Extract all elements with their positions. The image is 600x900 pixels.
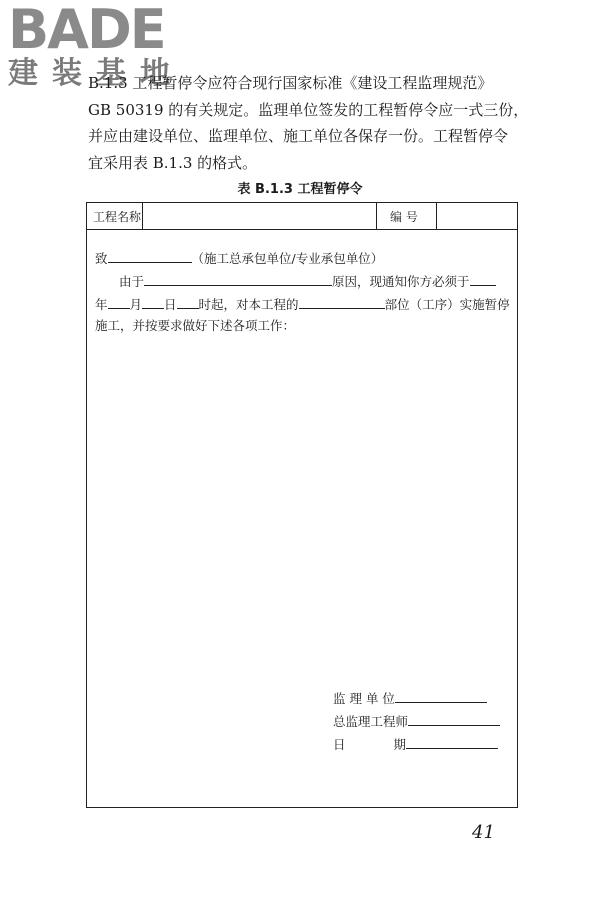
date-row xyxy=(333,736,498,752)
date-line xyxy=(95,296,510,312)
day-field[interactable] xyxy=(142,296,164,309)
reason-prefix: 由于 xyxy=(119,274,145,289)
addressee-note: （施工总承包单位/专业承包单位） xyxy=(191,251,384,266)
date-field[interactable] xyxy=(406,736,498,749)
page-number: 41 xyxy=(472,822,495,843)
addressee-line xyxy=(95,250,383,266)
year-field[interactable] xyxy=(470,273,496,286)
project-name-label: 工程名称 xyxy=(93,210,142,224)
month-field[interactable] xyxy=(108,296,130,309)
date-label-a: 日 xyxy=(333,737,346,752)
chief-engineer-row xyxy=(333,713,500,729)
to-prefix: 致 xyxy=(95,251,108,266)
intro-paragraph xyxy=(88,70,528,176)
reason-line xyxy=(119,273,496,289)
paragraph-line: 宜采用表 B.1.3 的格式。 xyxy=(88,153,258,172)
divider xyxy=(436,203,437,229)
chief-engineer-field[interactable] xyxy=(408,713,500,726)
supervision-unit-field[interactable] xyxy=(395,690,487,703)
work-suspension-form xyxy=(86,202,518,808)
header-divider xyxy=(87,229,517,230)
paragraph-line: 并应由建设单位、监理单位、施工单位各保存一份。工程暂停令 xyxy=(88,127,509,145)
reason-field[interactable] xyxy=(144,273,332,286)
instructions-line: 施工，并按要求做好下述各项工作： xyxy=(95,318,296,333)
date-label-b: 期 xyxy=(393,737,407,752)
divider xyxy=(142,203,143,229)
hour-field[interactable] xyxy=(177,296,199,309)
year-label: 年 xyxy=(95,297,108,312)
part-field[interactable] xyxy=(299,296,385,309)
number-field[interactable] xyxy=(438,205,513,227)
addressee-field[interactable] xyxy=(108,250,192,263)
chief-engineer-label: 总监理工程师 xyxy=(333,714,409,729)
table-caption: 表 B.1.3 工程暂停令 xyxy=(237,182,363,197)
month-label: 月 xyxy=(129,297,143,312)
day-label: 日 xyxy=(164,297,177,312)
divider xyxy=(376,203,377,229)
watermark-logo: BADE xyxy=(8,0,165,61)
part-text: 部位（工序）实施暂停 xyxy=(384,297,510,312)
reason-suffix: 原因，现通知你方必须于 xyxy=(332,274,470,289)
time-text: 时起，对本工程的 xyxy=(198,297,299,312)
project-name-field[interactable] xyxy=(144,205,374,227)
supervision-unit-row xyxy=(333,690,487,706)
number-label: 编 号 xyxy=(390,210,418,224)
paragraph-line: GB 50319 的有关规定。监理单位签发的工程暂停令应一式三份， xyxy=(88,100,529,119)
watermark-subtitle: 建装基地 xyxy=(8,56,184,91)
paragraph-line: B.1.3 工程暂停令应符合现行国家标准《建设工程监理规范》 xyxy=(88,74,493,92)
supervision-unit-label: 监 理 单 位 xyxy=(333,691,395,706)
